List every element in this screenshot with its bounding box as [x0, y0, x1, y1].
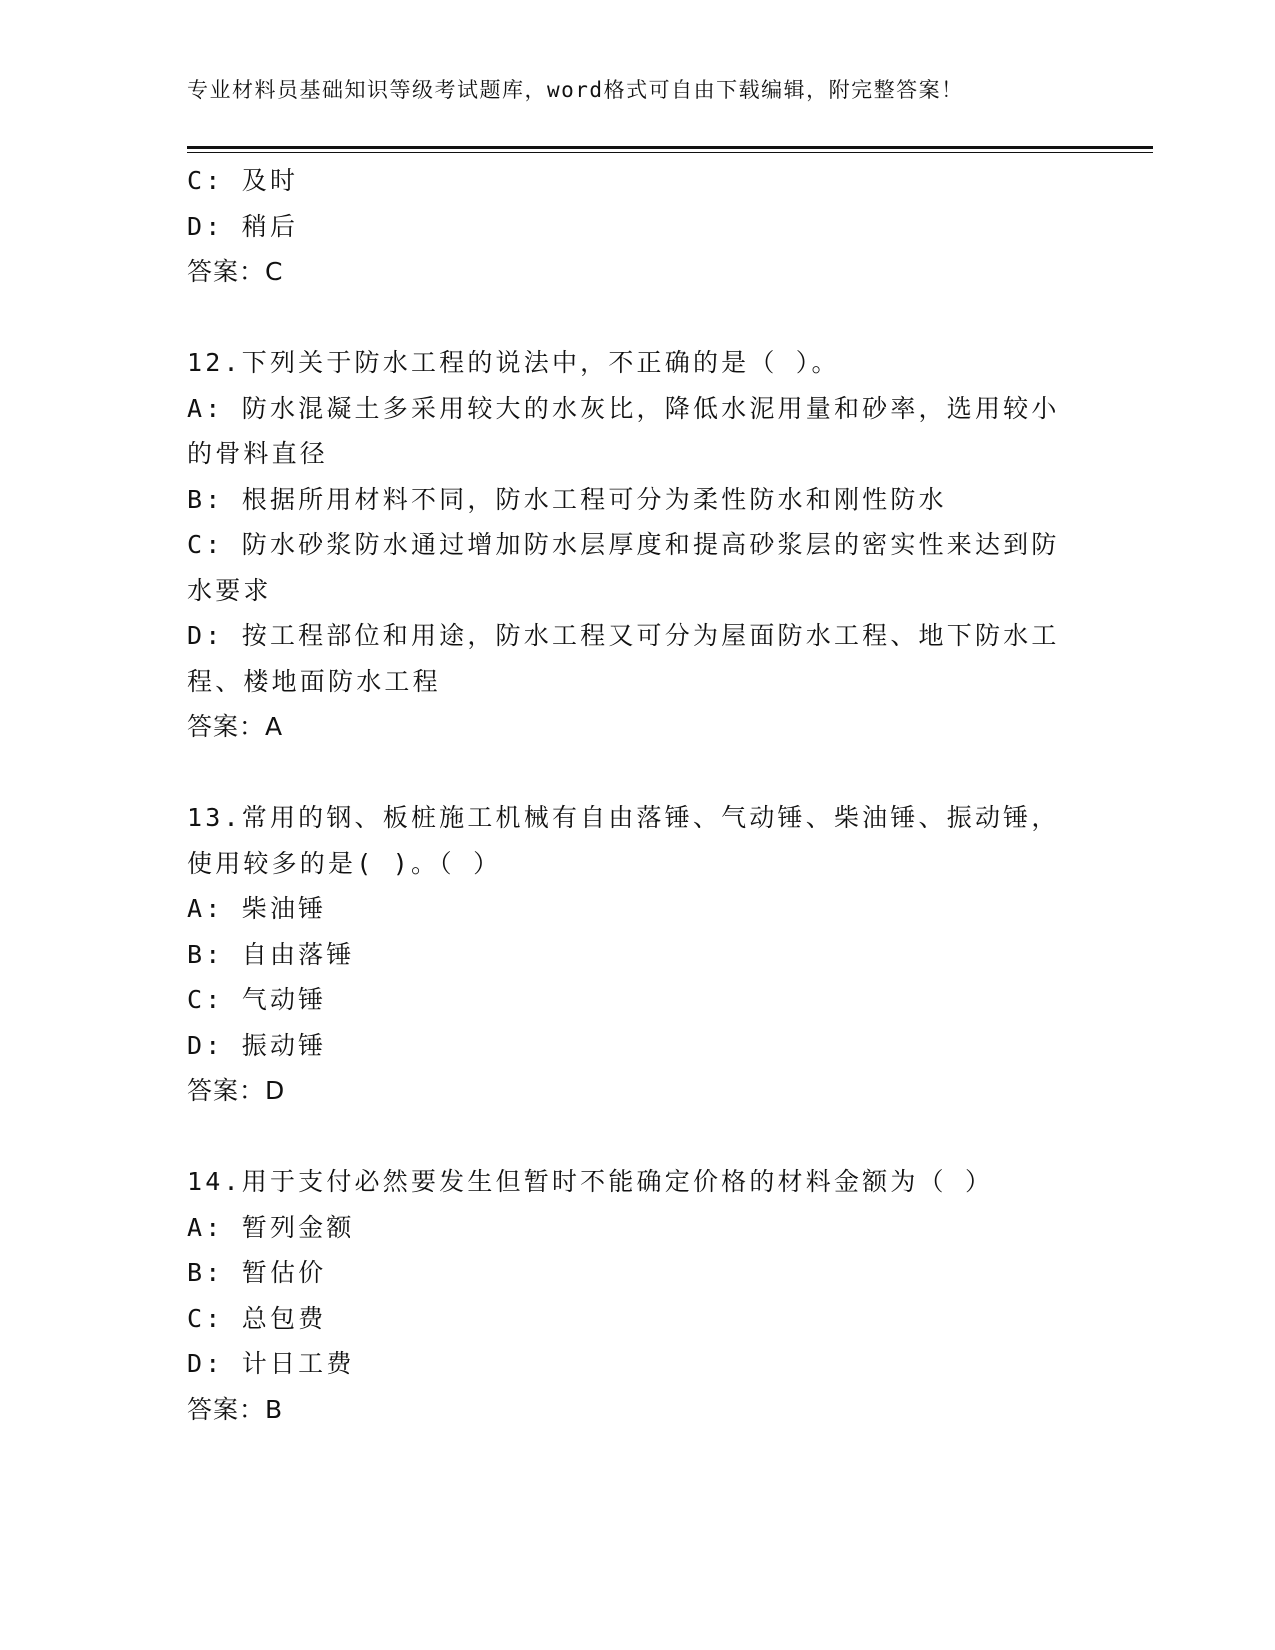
option-line: D: 振动锤 — [187, 1030, 327, 1060]
content — [187, 158, 1087, 1432]
option-line: C: 气动锤 — [187, 985, 327, 1014]
answer-line: 答案：D — [187, 1076, 286, 1105]
page-header: 专业材料员基础知识等级考试题库，word格式可自由下载编辑，附完整答案！ — [187, 78, 964, 102]
option-line: D: 稍后 — [187, 211, 299, 241]
header-rule-thin — [187, 152, 1153, 153]
option-line: B: 根据所用材料不同，防水工程可分为柔性防水和刚性防水 — [187, 484, 947, 514]
option-line: C: 及时 — [187, 166, 299, 195]
option-line: C: 防水砂浆防水通过增加防水层厚度和提高砂浆层的密实性来达到防 — [187, 530, 1060, 559]
option-line: D: 按工程部位和用途，防水工程又可分为屋面防水工程、地下防水工 — [187, 621, 1060, 650]
header-rule-thick — [187, 146, 1153, 149]
question-block-14 — [187, 1159, 1087, 1432]
spacer — [187, 295, 1087, 341]
option-line: A: 暂列金额 — [187, 1212, 355, 1242]
spacer — [187, 750, 1087, 796]
question-block-13 — [187, 795, 1087, 1114]
option-line: D: 计日工费 — [187, 1349, 355, 1378]
option-line: B: 自由落锤 — [187, 939, 355, 969]
option-line: C: 总包费 — [187, 1303, 327, 1333]
option-line-continuation: 的骨料直径 — [187, 439, 329, 468]
option-line-continuation: 程、楼地面防水工程 — [187, 666, 441, 696]
spacer — [187, 1114, 1087, 1160]
answer-line: 答案：A — [187, 712, 284, 741]
option-line-continuation: 水要求 — [187, 575, 272, 605]
question-block-12 — [187, 340, 1087, 750]
option-line: B: 暂估价 — [187, 1258, 327, 1287]
question-stem: 12.下列关于防水工程的说法中，不正确的是（ ）。 — [187, 348, 840, 377]
prev-question-block — [187, 158, 1087, 295]
answer-line: 答案：C — [187, 257, 284, 286]
question-stem: 13.常用的钢、板桩施工机械有自由落锤、气动锤、柴油锤、振动锤， — [187, 803, 1060, 832]
option-line: A: 防水混凝土多采用较大的水灰比，降低水泥用量和砂率，选用较小 — [187, 393, 1060, 423]
answer-line: 答案：B — [187, 1394, 284, 1424]
option-line: A: 柴油锤 — [187, 894, 327, 923]
question-stem-continuation: 使用较多的是( )。（ ） — [187, 848, 502, 878]
question-stem: 14.用于支付必然要发生但暂时不能确定价格的材料金额为（ ） — [187, 1167, 994, 1196]
